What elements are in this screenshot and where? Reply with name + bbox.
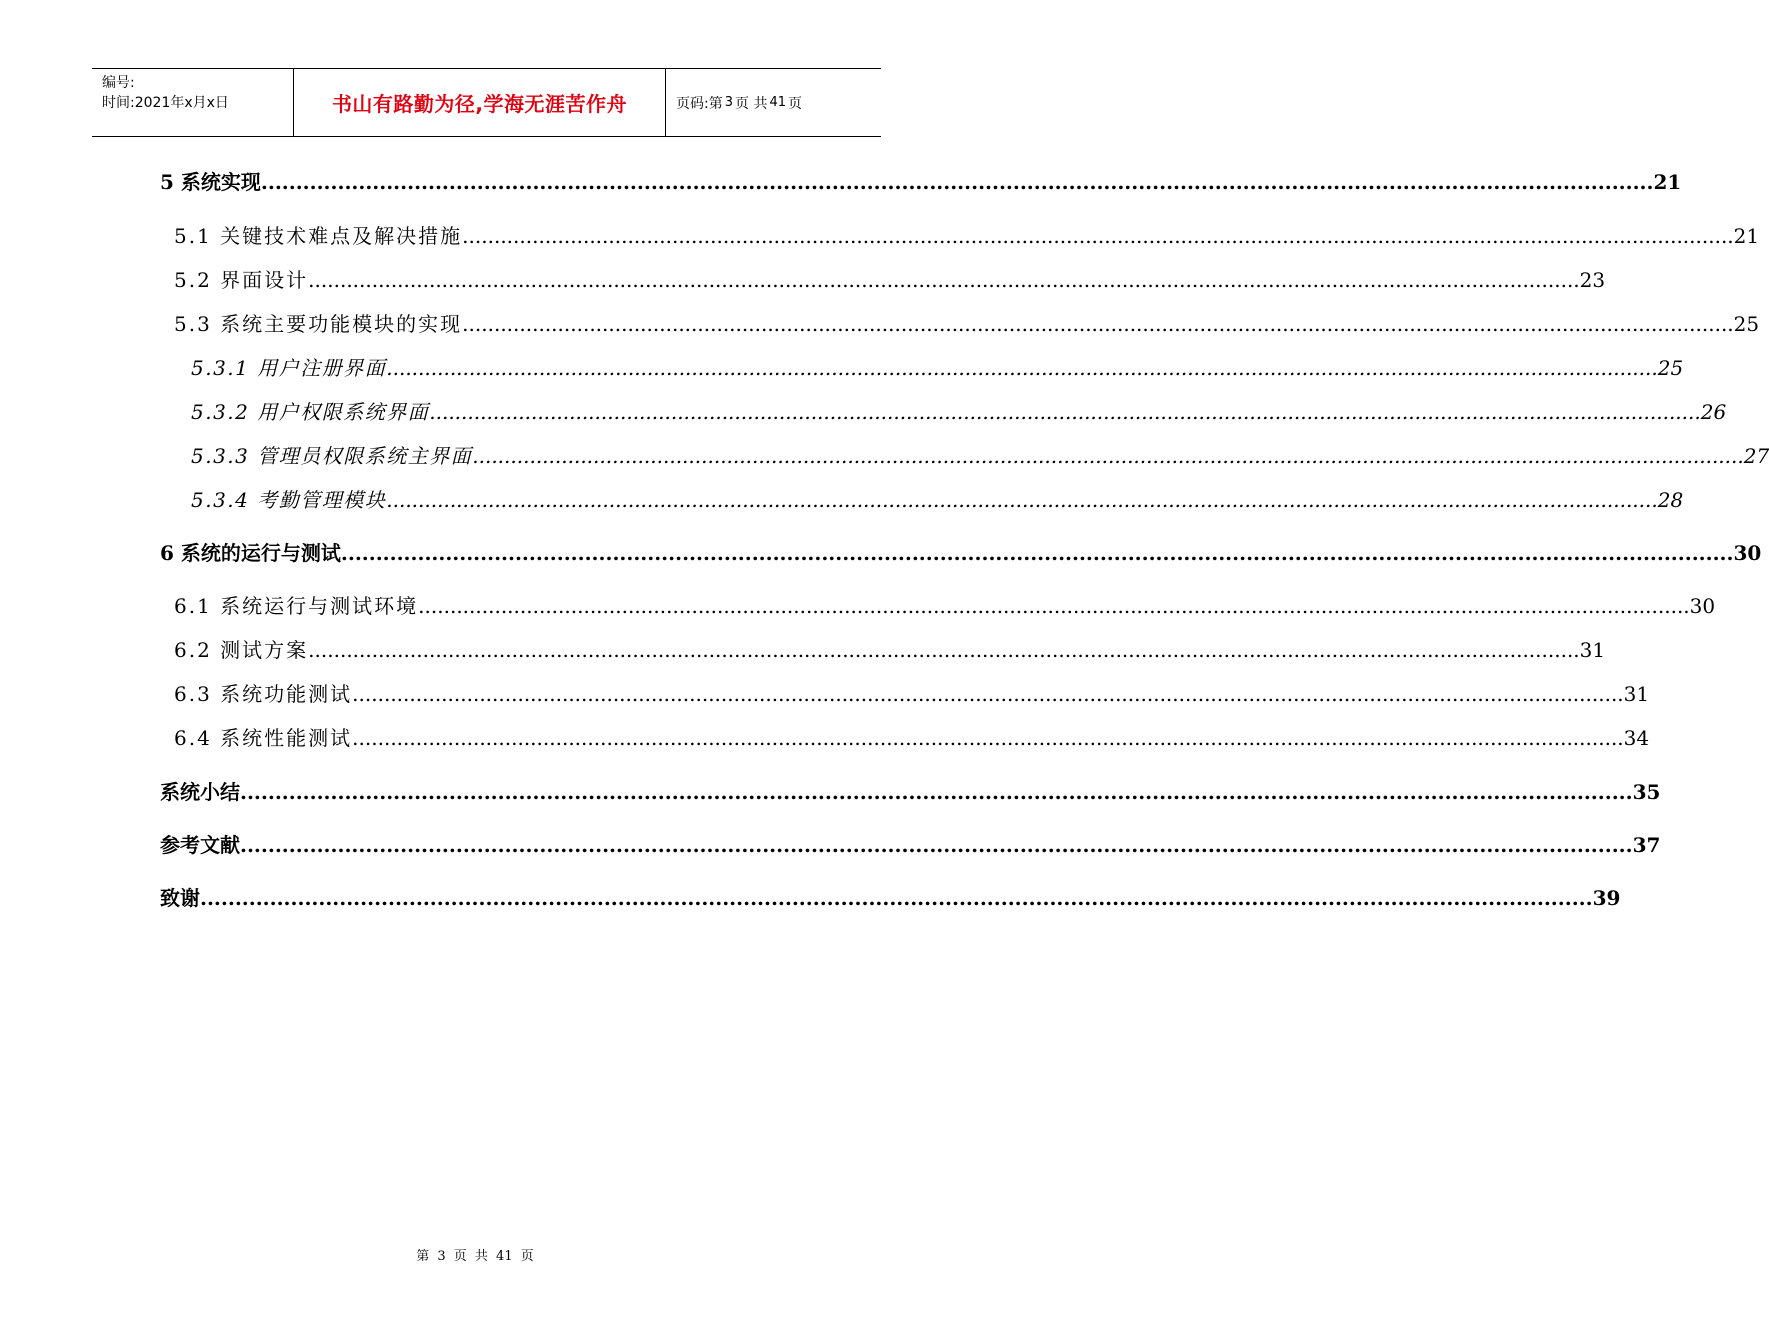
- toc-leader-dots: ........................................................................................................................................................................................................: [472, 444, 1744, 468]
- toc-entry-page: 34: [1623, 726, 1650, 750]
- toc-leader-dots: ........................................................................................................................................................................................................: [462, 224, 1734, 248]
- toc-entry[interactable]: [174, 220, 1760, 249]
- toc-entry-title: 6 系统的运行与测试: [160, 541, 341, 565]
- toc-entry-page: 27: [1743, 444, 1769, 468]
- toc-entry-title: 6.3 系统功能测试: [174, 682, 353, 706]
- toc-entry-title: 6.1 系统运行与测试环境: [174, 594, 419, 618]
- toc-entry-title: 5.3.2 用户权限系统界面: [191, 400, 430, 424]
- document-number-label: 编号:: [102, 75, 135, 91]
- toc-entry-page: 31: [1623, 682, 1650, 706]
- toc-entry-page: 25: [1733, 312, 1760, 336]
- document-time-label: 时间:2021年x月x日: [102, 95, 229, 111]
- page-header: [92, 68, 881, 137]
- header-page-info: [666, 69, 881, 136]
- toc-leader-dots: ........................................................................................................................................................................................................: [429, 400, 1701, 424]
- toc-entry-title: 5.3 系统主要功能模块的实现: [174, 312, 463, 336]
- toc-entry-title: 5.3.3 管理员权限系统主界面: [191, 444, 473, 468]
- toc-entry-page: 28: [1657, 488, 1684, 512]
- toc-entry-page: 31: [1579, 638, 1606, 662]
- toc-entry[interactable]: [174, 308, 1760, 337]
- toc-entry[interactable]: [174, 590, 1716, 619]
- header-motto: 书山有路勤为径,学海无涯苦作舟: [331, 92, 628, 116]
- toc-entry-page: 35: [1632, 780, 1661, 804]
- toc-leader-dots: ........................................................................................................................................................................................................: [340, 541, 1734, 565]
- toc-entry-title: 参考文献: [160, 833, 240, 857]
- toc-entry-page: 21: [1733, 224, 1760, 248]
- toc-entry-title: 致谢: [160, 886, 200, 910]
- page-prefix: 页码:第: [676, 95, 723, 112]
- toc-entry[interactable]: [160, 776, 1661, 805]
- page-total: 41: [769, 95, 786, 110]
- toc-entry-title: 5.2 界面设计: [174, 268, 309, 292]
- toc-entry-title: 5.3.1 用户注册界面: [191, 356, 387, 380]
- toc-entry-title: 5 系统实现: [160, 170, 261, 194]
- toc-entry[interactable]: [174, 722, 1650, 751]
- toc-leader-dots: ........................................................................................................................................................................................................: [200, 886, 1593, 910]
- page-current: 3: [724, 95, 733, 110]
- page-footer: 第 3 页 共 41 页: [416, 1249, 534, 1264]
- header-motto-cell: [293, 69, 666, 136]
- toc-entry[interactable]: [160, 166, 1682, 195]
- toc-entry-page: 23: [1579, 268, 1606, 292]
- toc-entry-page: 26: [1700, 400, 1727, 424]
- toc-entry[interactable]: [174, 634, 1606, 663]
- toc-leader-dots: ........................................................................................................................................................................................................: [240, 833, 1633, 857]
- toc-entry-title: 6.4 系统性能测试: [174, 726, 353, 750]
- toc-leader-dots: ........................................................................................................................................................................................................: [462, 312, 1734, 336]
- toc-leader-dots: ........................................................................................................................................................................................................: [386, 488, 1658, 512]
- toc-entry[interactable]: [174, 264, 1606, 293]
- toc-leader-dots: ........................................................................................................................................................................................................: [418, 594, 1690, 618]
- toc-leader-dots: ........................................................................................................................................................................................................: [352, 682, 1624, 706]
- toc-entry[interactable]: [160, 537, 1762, 566]
- toc-leader-dots: ........................................................................................................................................................................................................: [260, 170, 1654, 194]
- toc-entry-title: 6.2 测试方案: [174, 638, 309, 662]
- toc-entry[interactable]: [191, 352, 1684, 381]
- toc-leader-dots: ........................................................................................................................................................................................................: [308, 638, 1580, 662]
- toc-entry[interactable]: [191, 484, 1684, 513]
- toc-entry[interactable]: [160, 829, 1661, 858]
- toc-entry[interactable]: [191, 396, 1727, 425]
- toc-entry[interactable]: [191, 440, 1769, 469]
- toc-entry-page: 25: [1657, 356, 1684, 380]
- toc-entry-title: 5.1 关键技术难点及解决措施: [174, 224, 463, 248]
- toc-entry[interactable]: [160, 882, 1621, 911]
- page-mid: 页 共: [735, 95, 768, 112]
- toc-entry-page: 30: [1689, 594, 1716, 618]
- toc-leader-dots: ........................................................................................................................................................................................................: [240, 780, 1633, 804]
- toc-entry-title: 系统小结: [160, 780, 240, 804]
- toc-leader-dots: ........................................................................................................................................................................................................: [386, 356, 1658, 380]
- toc-entry-page: 37: [1632, 833, 1661, 857]
- toc-entry-page: 21: [1653, 170, 1682, 194]
- header-meta: [92, 69, 293, 136]
- toc-entry-page: 39: [1592, 886, 1621, 910]
- toc-entry-page: 30: [1733, 541, 1762, 565]
- page-suffix: 页: [788, 95, 802, 112]
- toc-leader-dots: ........................................................................................................................................................................................................: [308, 268, 1580, 292]
- toc-entry-title: 5.3.4 考勤管理模块: [191, 488, 387, 512]
- toc-leader-dots: ........................................................................................................................................................................................................: [352, 726, 1624, 750]
- toc-entry[interactable]: [174, 678, 1650, 707]
